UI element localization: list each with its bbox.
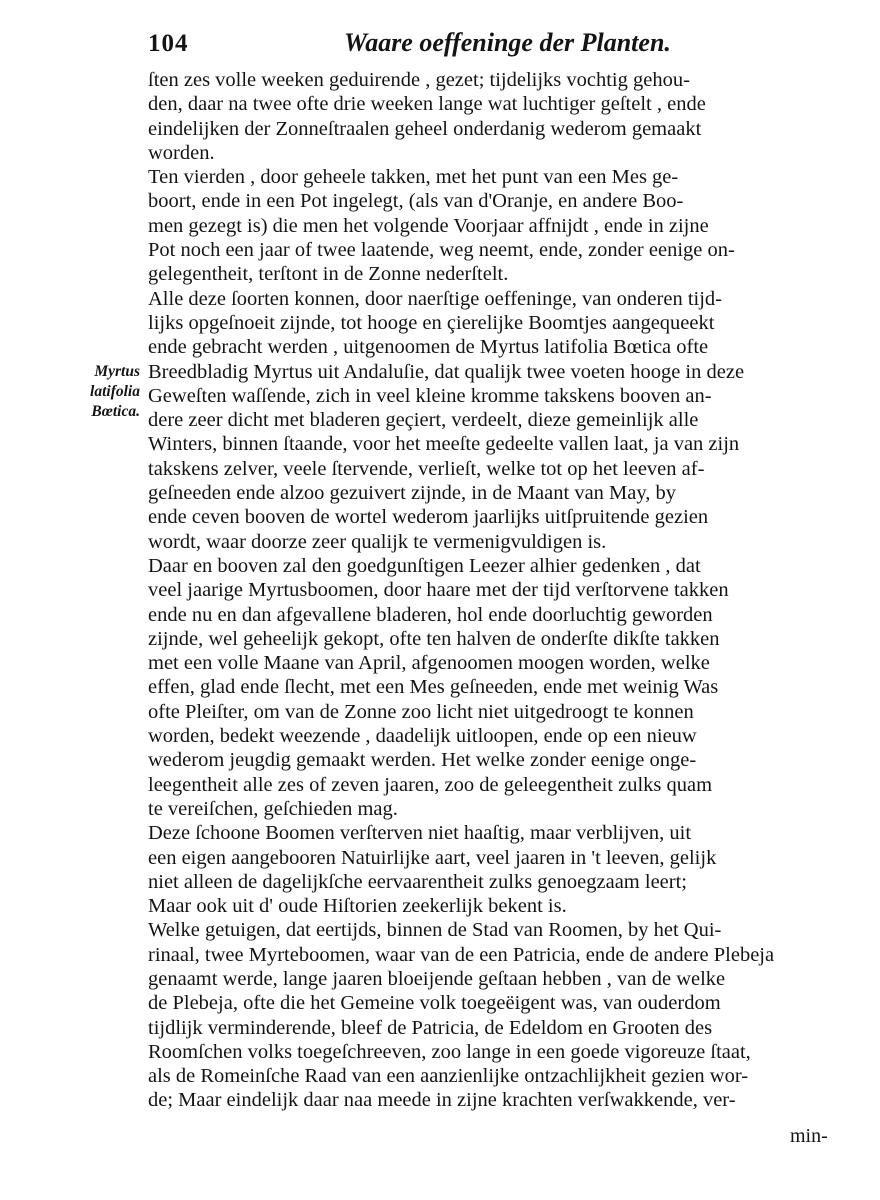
- text-line: wordt, waar doorze zeer qualijk te vermenigvuldigen is.: [148, 530, 607, 553]
- text-line: te vereiſchen, geſchieden mag.: [148, 797, 398, 820]
- page-number: 104: [148, 30, 189, 57]
- text-line: Daar en booven zal den goedgunſtigen Leezer alhier gedenken , dat: [148, 554, 701, 577]
- text-line: genaamt werde, lange jaaren bloeijende geſtaan hebben , van de welke: [148, 967, 726, 990]
- text-line: men gezegt is) die men het volgende Voorjaar affnijdt , ende in zijne: [148, 214, 709, 237]
- catchword: min-: [790, 1125, 828, 1147]
- text-line: zijnde, wel geheelijk gekopt, ofte ten halven de onderſte dikſte takken: [148, 627, 720, 650]
- text-line: ſten zes volle weeken geduirende , gezet; tijdelijks vochtig gehou-: [148, 69, 690, 91]
- text-line: den, daar na twee ofte drie weeken lange wat luchtiger geſtelt , ende: [148, 93, 706, 116]
- text-line: effen, glad ende ſlecht, met een Mes geſneeden, ende met weinig Was: [148, 676, 719, 699]
- text-line: de; Maar eindelijk daar naa meede in zijne krachten verſwakkende, ver-: [148, 1089, 736, 1112]
- text-line: een eigen aangebooren Natuirlijke aart, veel jaaren in 't leeven, gelijk: [148, 846, 717, 869]
- text-line: ende gebracht werden , uitgenoomen de Myrtus latifolia Bœtica ofte: [148, 336, 709, 359]
- text-line: Winters, binnen ſtaande, voor het meeſte gedeelte vallen laat, ja van zijn: [148, 433, 740, 456]
- text-line: met een volle Maane van April, afgenoomen moogen worden, welke: [148, 652, 710, 675]
- text-line: de Plebeja, ofte die het Gemeine volk toegeëigent was, van ouderdom: [148, 992, 721, 1015]
- text-line: als de Romeinſche Raad van een aanzienlijke ontzachlijkheit gezien wor-: [148, 1065, 749, 1088]
- page-header: [148, 24, 848, 64]
- text-line: ende ceven booven de wortel wederom jaarlijks uitſpruitende gezien: [148, 506, 709, 529]
- text-line: worden, bedekt weezende , daadelijk uitloopen, ende op een nieuw: [148, 725, 697, 748]
- text-line: Deze ſchoone Boomen verſterven niet haaſtig, maar verblijven, uit: [148, 822, 692, 845]
- text-line: boort, ende in een Pot ingelegt, (als van d'Oranje, en andere Boo-: [148, 190, 684, 213]
- text-line: ende nu en dan afgevallene bladeren, hol ende doorluchtig geworden: [148, 603, 713, 626]
- running-title: Waare oeffeninge der Planten.: [344, 28, 671, 57]
- text-line: rinaal, twee Myrteboomen, waar van de een Patricia, ende de andere Plebeja: [148, 943, 775, 966]
- margin-note-line: Bœtica.: [91, 403, 140, 420]
- text-line: Welke getuigen, dat eertijds, binnen de Stad van Roomen, by het Qui-: [148, 919, 722, 942]
- margin-note-line: Myrtus: [94, 363, 140, 380]
- text-line: tijdlijk verminderende, bleef de Patricia, de Edeldom en Grooten des: [148, 1016, 713, 1039]
- text-line: niet alleen de dagelijkſche eervaarentheit zulks genoegzaam leert;: [148, 870, 687, 893]
- text-line: Roomſchen volks toegeſchreeven, zoo lange in een goede vigoreuze ſtaat,: [148, 1040, 751, 1063]
- text-line: eindelijken der Zonneſtraalen geheel onderdanig wederom gemaakt: [148, 117, 702, 140]
- text-line: lijks opgeſnoeit zijnde, tot hooge en çierelijke Boomtjes aangequeekt: [148, 311, 715, 334]
- text-line: worden.: [148, 141, 215, 164]
- text-line: gelegentheit, terſtont in de Zonne nederſtelt.: [148, 263, 509, 286]
- text-line: Ten vierden , door geheele takken, met het punt van een Mes ge-: [148, 166, 679, 189]
- text-line: leegentheit alle zes of zeven jaaren, zoo de geleegentheit zulks quam: [148, 773, 713, 796]
- text-line: veel jaarige Myrtusboomen, door haare met der tijd verſtorvene takken: [148, 579, 729, 602]
- text-line: Alle deze ſoorten konnen, door naerſtige oeffeninge, van onderen tijd-: [148, 287, 722, 310]
- text-line: takskens zelver, veele ſtervende, verlieſt, welke tot op het leeven af-: [148, 457, 705, 480]
- text-line: Pot noch een jaar of twee laatende, weg neemt, ende, zonder eenige on-: [148, 239, 735, 262]
- text-line: wederom jeugdig gemaakt werden. Het welke zonder eenige onge-: [148, 749, 697, 772]
- margin-note-line: latifolia: [90, 383, 140, 400]
- text-line: Geweſten waſſende, zich in veel kleine kromme takskens booven an-: [148, 384, 712, 407]
- text-line: Breedbladig Myrtus uit Andaluſie, dat qualijk twee voeten hooge in deze: [148, 360, 745, 383]
- margin-note: [22, 362, 140, 422]
- body-text: [148, 68, 848, 1113]
- text-line: geſneeden ende alzoo gezuivert zijnde, in de Maant van May, by: [148, 482, 677, 505]
- text-line: Maar ook uit d' oude Hiſtorien zeekerlijk bekent is.: [148, 895, 567, 918]
- text-line: ofte Pleiſter, om van de Zonne zoo licht niet uitgedroogt te konnen: [148, 700, 694, 723]
- text-line: dere zeer dicht met bladeren geçiert, verdeelt, dieze gemeinlijk alle: [148, 409, 699, 432]
